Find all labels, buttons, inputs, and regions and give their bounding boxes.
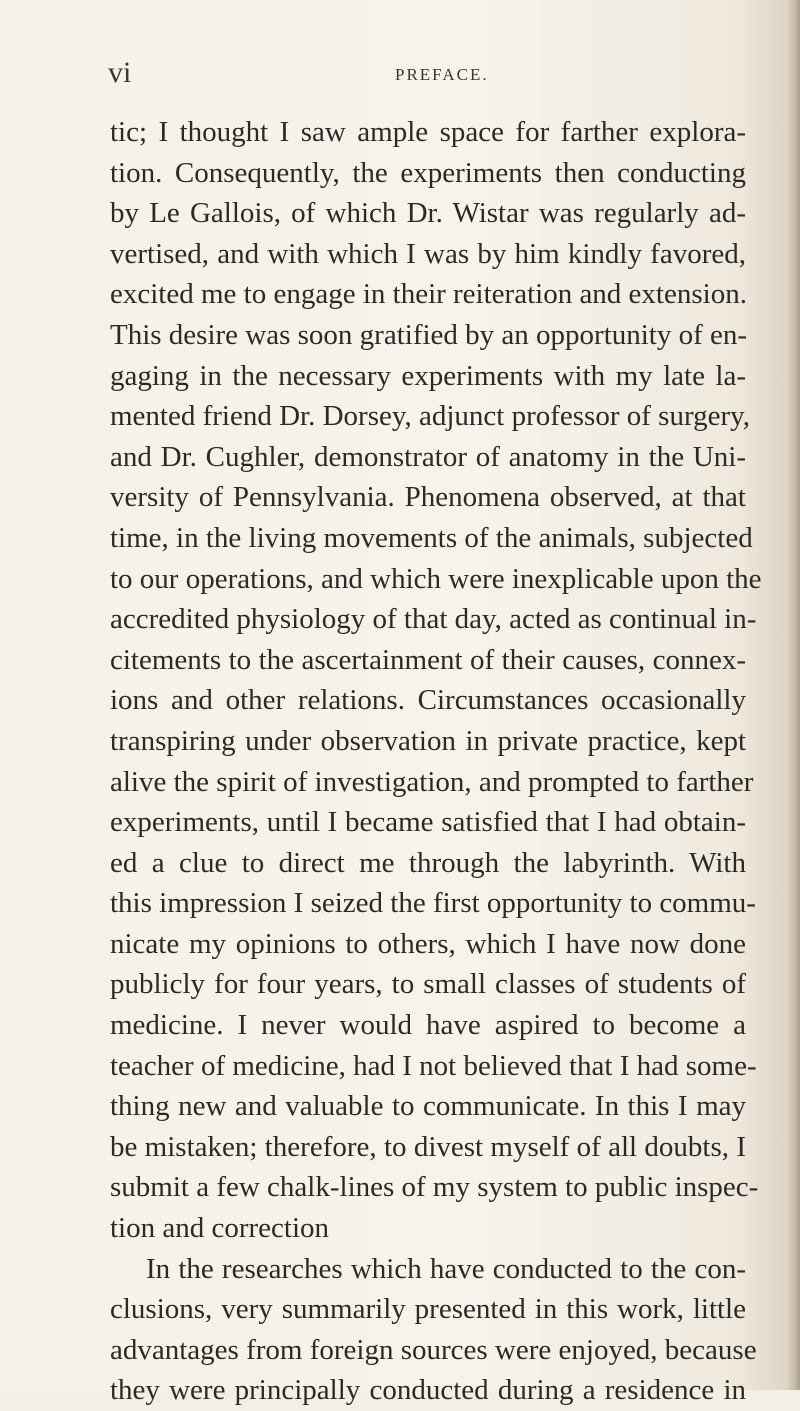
page-number: vi bbox=[108, 56, 132, 89]
text-line: versity of Pennsylvania. Phenomena observed, at that bbox=[110, 481, 746, 514]
text-line: citements to the ascertainment of their causes, connex- bbox=[110, 643, 746, 676]
body-text bbox=[110, 112, 762, 1411]
paragraph-end-line: tion and correction bbox=[110, 1212, 330, 1245]
text-line: alive the spirit of investigation, and prompted to farther bbox=[110, 765, 754, 798]
text-line: medicine. I never would have aspired to become a bbox=[110, 1009, 746, 1042]
text-line: clusions, very summarily presented in this work, little bbox=[110, 1293, 746, 1326]
text-line: to our operations, and which were inexplicable upon the bbox=[110, 562, 762, 595]
text-line: accredited physiology of that day, acted as continual in- bbox=[110, 603, 757, 636]
text-line: ed a clue to direct me through the labyrinth. With bbox=[110, 846, 746, 879]
text-line: This desire was soon gratified by an opportunity of en- bbox=[110, 318, 748, 351]
text-line: time, in the living movements of the animals, subjected bbox=[110, 521, 753, 554]
page-header bbox=[108, 58, 748, 88]
text-line: be mistaken; therefore, to divest myself of all doubts, I bbox=[110, 1130, 746, 1163]
paragraph-start-line: In the researches which have conducted to the con- bbox=[146, 1252, 746, 1285]
text-line: experiments, until I became satisfied that I had obtain- bbox=[110, 806, 746, 839]
text-line: they were principally conducted during a residence in bbox=[110, 1374, 746, 1407]
text-line: publicly for four years, to small classes of students of bbox=[110, 968, 746, 1001]
text-line: by Le Gallois, of which Dr. Wistar was regularly ad- bbox=[110, 197, 746, 230]
text-line: thing new and valuable to communicate. In this I may bbox=[110, 1090, 746, 1123]
text-line: advantages from foreign sources were enjoyed, because bbox=[110, 1333, 757, 1366]
text-line: and Dr. Cughler, demonstrator of anatomy in the Uni- bbox=[110, 440, 746, 473]
text-line: teacher of medicine, had I not believed that I had some- bbox=[110, 1049, 757, 1082]
running-head: PREFACE. bbox=[395, 65, 489, 84]
page-edge-shadow bbox=[786, 0, 800, 1390]
text-line: transpiring under observation in private practice, kept bbox=[110, 724, 746, 757]
text-line: ions and other relations. Circumstances occasionally bbox=[110, 684, 746, 717]
text-line: nicate my opinions to others, which I have now done bbox=[110, 927, 746, 960]
text-line: gaging in the necessary experiments with my late la- bbox=[110, 359, 746, 392]
text-line: vertised, and with which I was by him kindly favored, bbox=[110, 237, 746, 270]
text-line: mented friend Dr. Dorsey, adjunct professor of surgery, bbox=[110, 400, 750, 433]
text-line: tic; I thought I saw ample space for farther explora- bbox=[110, 116, 746, 148]
text-line: tion. Consequently, the experiments then conducting bbox=[110, 156, 746, 189]
text-line: excited me to engage in their reiteration and extension. bbox=[110, 278, 747, 311]
text-line: submit a few chalk-lines of my system to public inspec- bbox=[110, 1171, 759, 1204]
text-line: this impression I seized the first opportunity to commu- bbox=[110, 887, 756, 920]
